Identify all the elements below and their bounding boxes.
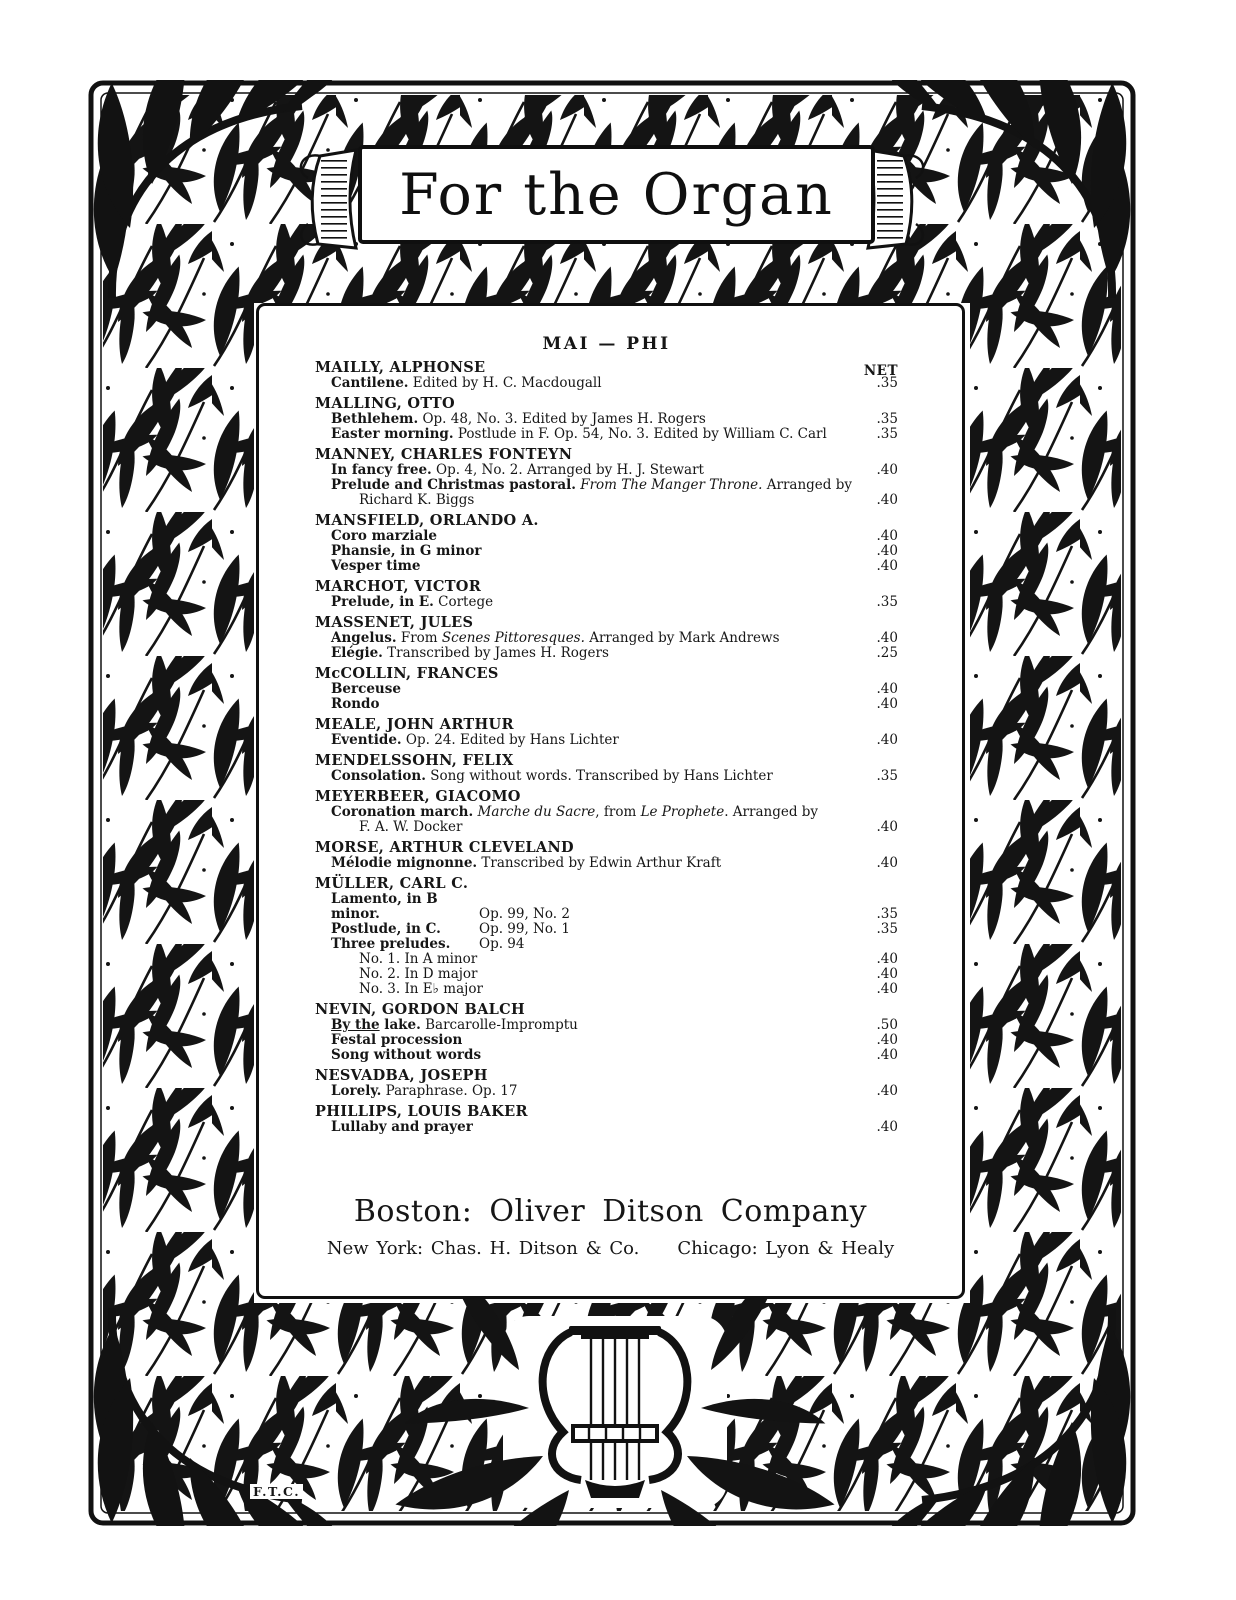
work-title-line — [315, 937, 856, 952]
work-title-line — [315, 544, 856, 559]
catalog-row — [315, 646, 898, 661]
work-text-segment: Prelude, in E. — [331, 594, 434, 610]
price-value: .40 — [876, 630, 898, 646]
work-title-line — [315, 1018, 856, 1033]
work-text-segment: Three preludes. — [331, 936, 451, 952]
price-value: .35 — [876, 768, 898, 784]
work-text-segment: From — [396, 630, 442, 646]
price-value: .40 — [876, 966, 898, 982]
work-text-segment: lake. — [379, 1017, 421, 1033]
work-text-segment: Op. 94 — [479, 936, 525, 952]
work-title-line — [315, 805, 856, 820]
composer-group — [315, 360, 898, 391]
work-text-segment: Le Prophete — [640, 804, 725, 820]
composer-name: MEYERBEER, GIACOMO — [315, 788, 521, 805]
catalog-row — [315, 412, 898, 427]
work-title-line — [315, 1033, 856, 1048]
composer-group — [315, 1002, 898, 1063]
work-title-line — [315, 820, 856, 835]
price-value: .50 — [876, 1017, 898, 1033]
composer-group — [315, 579, 898, 610]
composer-group — [315, 753, 898, 784]
catalog-row — [315, 1120, 898, 1135]
page-title: For the Organ — [399, 161, 834, 228]
composer-name: MANNEY, CHARLES FONTEYN — [315, 446, 573, 463]
work-text-segment: No. 1. In A minor — [359, 951, 478, 967]
work-text-segment: Lullaby and prayer — [331, 1119, 473, 1135]
work-title-line — [315, 376, 856, 391]
work-title-line — [315, 463, 856, 478]
composer-group — [315, 1068, 898, 1099]
work-text-segment: Mélodie mignonne. — [331, 855, 478, 871]
price-value: .40 — [876, 681, 898, 697]
composer-group — [315, 396, 898, 442]
work-text-segment: Lorely. — [331, 1083, 382, 1099]
work-text-segment: Arranged by Mark Andrews — [584, 630, 780, 646]
publisher-newyork: New York: Chas. H. Ditson & Co. — [326, 1238, 640, 1259]
catalog-row — [315, 1048, 898, 1063]
catalog-row — [315, 1084, 898, 1099]
composer-name: McCOLLIN, FRANCES — [315, 665, 499, 682]
price-value: .40 — [876, 543, 898, 559]
composer-name: MORSE, ARTHUR CLEVELAND — [315, 839, 574, 856]
composer-heading — [315, 876, 898, 892]
catalog-row — [315, 982, 898, 997]
work-text-segment: Op. 48, No. 3. Edited by James H. Rogers — [418, 411, 706, 427]
price-value: .25 — [876, 645, 898, 661]
work-title-line — [315, 952, 856, 967]
work-title-line — [315, 595, 856, 610]
catalog-row — [315, 595, 898, 610]
price-value: .40 — [876, 462, 898, 478]
work-title-line — [315, 982, 856, 997]
engraver-signature: F.T.C. — [250, 1484, 303, 1499]
work-text-segment: Marche du Sacre — [477, 804, 596, 820]
composer-heading — [315, 447, 898, 463]
work-text-segment: Phansie, in G minor — [331, 543, 482, 559]
work-text-segment: . Arranged by — [724, 804, 819, 820]
price-value: .40 — [876, 1047, 898, 1063]
catalog-row — [315, 697, 898, 712]
price-value: .40 — [876, 981, 898, 997]
work-title-line — [315, 559, 856, 574]
work-text-segment: Postlude in F. Op. 54, No. 3. Edited by William C. Carl — [453, 426, 827, 442]
catalog-list — [315, 360, 898, 1135]
publisher-chicago: Chicago: Lyon & Healy — [677, 1238, 895, 1259]
composer-name: MANSFIELD, ORLANDO A. — [315, 512, 539, 529]
work-title-line — [315, 922, 856, 937]
composer-group — [315, 1104, 898, 1135]
catalog-row — [315, 493, 898, 508]
work-text-segment: Op. 99, No. 2 — [479, 906, 570, 922]
composer-name: MARCHOT, VICTOR — [315, 578, 482, 595]
work-text-segment: By the — [331, 1017, 380, 1033]
net-column-label: NET — [863, 363, 898, 379]
work-text-segment: Elégie. — [331, 645, 383, 661]
catalog-row — [315, 1018, 898, 1033]
price-value: .40 — [876, 558, 898, 574]
catalog-row — [315, 631, 898, 646]
composer-group — [315, 717, 898, 748]
work-text-segment: Scenes Pittoresques. — [441, 630, 585, 646]
composer-group — [315, 789, 898, 835]
work-text-segment: Op. 4, No. 2. Arranged by H. J. Stewart — [431, 462, 704, 478]
work-text-segment: Easter morning. — [331, 426, 454, 442]
composer-heading — [315, 717, 898, 733]
composer-group — [315, 666, 898, 712]
catalog-row — [315, 922, 898, 937]
composer-name: PHILLIPS, LOUIS BAKER — [315, 1103, 528, 1120]
work-title-line — [315, 769, 856, 784]
price-value: .40 — [876, 951, 898, 967]
work-title-line — [315, 967, 856, 982]
work-title-line — [315, 682, 856, 697]
work-text-segment: Paraphrase. Op. 17 — [381, 1083, 518, 1099]
catalog-row — [315, 427, 898, 442]
work-title-line — [315, 1084, 856, 1099]
price-value: .35 — [876, 426, 898, 442]
work-text-segment: From — [575, 477, 622, 493]
catalog-row — [315, 1033, 898, 1048]
work-text-segment: Eventide. — [331, 732, 402, 748]
work-text-segment: Transcribed by James H. Rogers — [382, 645, 609, 661]
price-value: .35 — [876, 921, 898, 937]
composer-heading — [315, 1104, 898, 1120]
composer-heading — [315, 666, 898, 682]
work-text-segment: F. A. W. Docker — [359, 819, 463, 835]
catalog-row — [315, 559, 898, 574]
composer-group — [315, 615, 898, 661]
work-title-line — [315, 478, 856, 493]
work-text-segment: Barcarolle-Impromptu — [420, 1017, 578, 1033]
composer-group — [315, 876, 898, 997]
work-text-segment: Op. 24. Edited by Hans Lichter — [401, 732, 619, 748]
work-text-segment: Berceuse — [331, 681, 401, 697]
composer-heading — [315, 579, 898, 595]
catalog-row — [315, 856, 898, 871]
work-text-segment: Rondo — [331, 696, 380, 712]
work-title-line — [315, 646, 856, 661]
price-value: .35 — [876, 375, 898, 391]
price-value: .40 — [876, 528, 898, 544]
publisher-block — [259, 1194, 962, 1259]
composer-group — [315, 840, 898, 871]
composer-name: NEVIN, GORDON BALCH — [315, 1001, 525, 1018]
work-text-segment: The Manger Throne. — [621, 477, 763, 493]
catalog-row — [315, 769, 898, 784]
composer-heading — [315, 396, 898, 412]
price-value: .40 — [876, 1083, 898, 1099]
catalog-row — [315, 952, 898, 967]
composer-heading — [315, 1068, 898, 1084]
catalog-panel — [256, 303, 965, 1299]
work-text-segment: Op. 99, No. 1 — [479, 921, 570, 937]
composer-name: MALLING, OTTO — [315, 395, 455, 412]
price-value: .40 — [876, 1032, 898, 1048]
work-text-segment: Festal procession — [331, 1032, 463, 1048]
composer-group — [315, 513, 898, 574]
work-text-segment: Angelus. — [331, 630, 397, 646]
work-title-line — [315, 529, 856, 544]
composer-name: MÜLLER, CARL C. — [315, 875, 469, 892]
catalog-row — [315, 820, 898, 835]
composer-heading — [315, 789, 898, 805]
work-title-line — [315, 427, 856, 442]
catalog-row — [315, 463, 898, 478]
work-text-segment: In fancy free. — [331, 462, 432, 478]
work-text-segment: Coro marziale — [331, 528, 437, 544]
work-title-line — [315, 856, 856, 871]
catalog-row — [315, 967, 898, 982]
work-text-segment: Bethlehem. — [331, 411, 419, 427]
price-value: .40 — [876, 732, 898, 748]
publisher-sub — [259, 1238, 962, 1259]
price-value: .35 — [876, 411, 898, 427]
price-value: .35 — [876, 594, 898, 610]
catalog-row — [315, 544, 898, 559]
composer-name: MEALE, JOHN ARTHUR — [315, 716, 514, 733]
work-text-segment: Coronation march. — [331, 804, 474, 820]
composer-heading — [315, 1002, 898, 1018]
composer-heading — [315, 513, 898, 529]
composer-name: MASSENET, JULES — [315, 614, 474, 631]
work-text-segment: Cortege — [433, 594, 494, 610]
work-text-segment: Lamento, in B minor. — [331, 891, 438, 922]
price-value: .40 — [876, 492, 898, 508]
composer-heading — [315, 360, 898, 376]
composer-heading — [315, 753, 898, 769]
composer-name: MENDELSSOHN, FELIX — [315, 752, 514, 769]
composer-name: MAILLY, ALPHONSE — [315, 359, 486, 376]
work-text-segment: Richard K. Biggs — [359, 492, 475, 508]
price-value: .40 — [876, 1119, 898, 1135]
work-title-line — [315, 412, 856, 427]
title-banner — [358, 145, 875, 244]
price-value: .40 — [876, 696, 898, 712]
work-text-segment: , from — [595, 804, 641, 820]
composer-group — [315, 447, 898, 508]
work-text-segment: Song without words — [331, 1047, 482, 1063]
catalog-row — [315, 805, 898, 820]
work-text-segment: Prelude and Christmas pastoral. — [331, 477, 576, 493]
work-title-line — [315, 1048, 856, 1063]
work-title-line — [315, 631, 856, 646]
work-title-line — [315, 1120, 856, 1135]
catalog-range-header: MAI — PHI — [542, 334, 671, 354]
work-text-segment: Edited by H. C. Macdougall — [408, 375, 602, 391]
work-text-segment: Song without words. Transcribed by Hans Lichter — [425, 768, 773, 784]
catalog-row — [315, 733, 898, 748]
work-text-segment: Arranged by — [762, 477, 852, 493]
work-title-line — [315, 697, 856, 712]
catalog-row — [315, 682, 898, 697]
work-text-segment: No. 3. In E♭ major — [359, 981, 483, 997]
work-text-segment: Consolation. — [331, 768, 426, 784]
price-value: .40 — [876, 855, 898, 871]
work-title-line — [315, 493, 856, 508]
catalog-row — [315, 937, 898, 952]
work-text-segment: Vesper time — [331, 558, 421, 574]
composer-heading — [315, 840, 898, 856]
composer-heading — [315, 615, 898, 631]
price-value: .35 — [876, 906, 898, 922]
work-text-segment: Postlude, in C. — [331, 921, 441, 937]
catalog-row — [315, 478, 898, 493]
composer-name: NESVADBA, JOSEPH — [315, 1067, 488, 1084]
catalog-row — [315, 529, 898, 544]
work-text-segment: Cantilene. — [331, 375, 409, 391]
publisher-main: Boston: Oliver Ditson Company — [353, 1194, 868, 1229]
work-title-line — [315, 892, 856, 922]
catalog-row — [315, 376, 898, 391]
price-value: .40 — [876, 819, 898, 835]
work-text-segment: No. 2. In D major — [359, 966, 478, 982]
work-text-segment: Transcribed by Edwin Arthur Kraft — [477, 855, 722, 871]
work-title-line — [315, 733, 856, 748]
catalog-row — [315, 892, 898, 922]
